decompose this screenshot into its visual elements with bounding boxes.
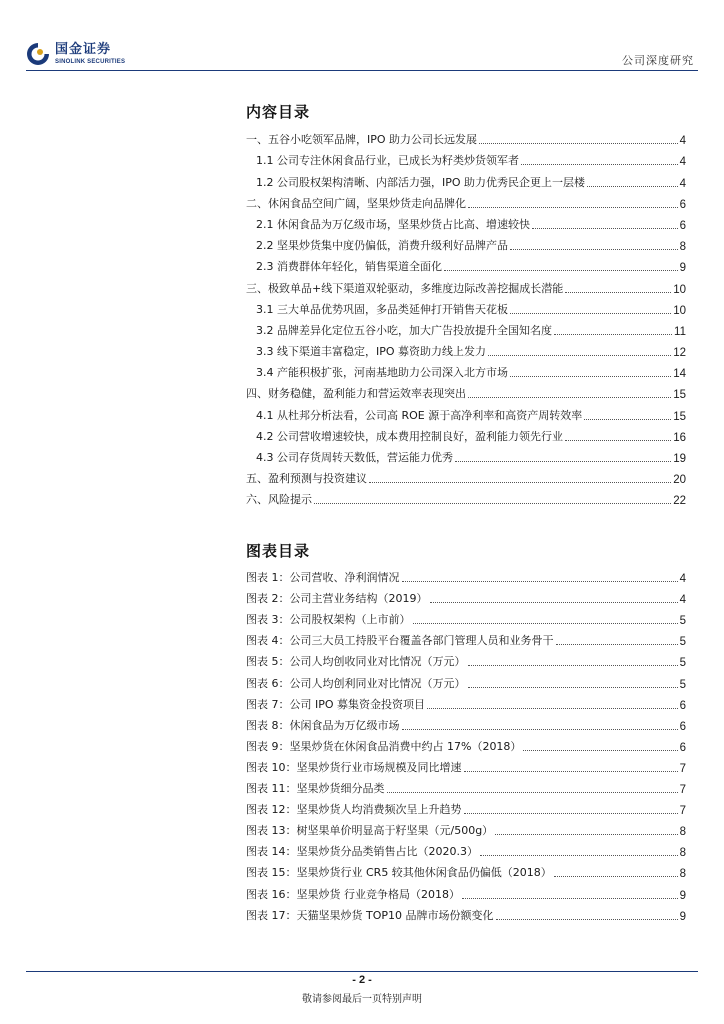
dot-leader (402, 729, 678, 730)
figure-entry[interactable] (246, 712, 686, 733)
figures-title: 图表目录 (246, 542, 311, 560)
dot-leader (532, 228, 678, 229)
toc-entry-text: 4.2 公司营收增速较快，成本费用控制良好，盈利能力领先行业 (256, 429, 563, 443)
figure-entry[interactable] (246, 564, 686, 585)
dot-leader (455, 461, 671, 462)
toc-entry-page: 6 (679, 198, 686, 211)
dot-leader (387, 792, 678, 793)
dot-leader (427, 708, 678, 709)
toc-entry-page: 20 (673, 474, 686, 487)
toc-entry-text: 4.1 从杜邦分析法看，公司高 ROE 源于高净利率和高资产周转效率 (256, 408, 583, 422)
toc-entry-page: 4 (679, 135, 686, 148)
toc-entry-page: 22 (673, 495, 686, 508)
toc-entry[interactable] (246, 359, 686, 380)
toc-entry[interactable] (246, 253, 686, 274)
figure-entry[interactable] (246, 648, 686, 669)
figure-entry[interactable] (246, 859, 686, 880)
toc-entry-text: 4.3 公司存货周转天数低，营运能力优秀 (256, 451, 453, 464)
toc-entry[interactable] (246, 486, 686, 507)
dot-leader (413, 623, 678, 624)
page-header (0, 0, 724, 70)
dot-leader (521, 164, 678, 165)
figure-entry-text: 图表 5：公司人均创收同业对比情况（万元） (246, 655, 466, 669)
toc-entry-text: 2.3 消费群体年轻化，销售渠道全面化 (256, 260, 442, 274)
footer-divider (26, 971, 698, 972)
dot-leader (464, 771, 678, 772)
figure-entry[interactable] (246, 691, 686, 712)
dot-leader (495, 834, 677, 835)
toc-entry-page: 4 (679, 177, 686, 190)
dot-leader (554, 876, 678, 877)
logo-chinese-name: 国金证券 (55, 42, 112, 57)
header-divider (26, 70, 698, 71)
sinolink-logo-icon (26, 42, 50, 66)
figure-entry-text: 图表 1：公司营收、净利润情况 (246, 571, 400, 585)
dot-leader (523, 750, 677, 751)
figure-entry-page: 9 (679, 910, 686, 923)
figure-entry-text: 图表 11：坚果炒货细分品类 (246, 782, 385, 796)
toc-entry-text: 3.2 品牌差异化定位五谷小吃，加大广告投放提升全国知名度 (256, 323, 552, 337)
toc-entry-text: 六、风险提示 (246, 493, 312, 507)
dot-leader (565, 440, 671, 441)
toc-entry-page: 6 (679, 219, 686, 232)
contents-title: 内容目录 (246, 103, 311, 121)
figure-entry-page: 6 (679, 741, 686, 754)
toc-entry-page: 8 (679, 241, 686, 254)
toc-entry-text: 三、极致单品+线下渠道双轮驱动，多维度边际改善挖掘成长潜能 (246, 281, 564, 295)
dot-leader (479, 143, 678, 144)
toc-entry[interactable] (246, 465, 686, 486)
figure-entry[interactable] (246, 817, 686, 838)
figure-entry[interactable] (246, 838, 686, 859)
toc-entry[interactable] (246, 401, 686, 422)
dot-leader (480, 855, 678, 856)
figure-entry-page: 8 (679, 826, 686, 839)
toc-entry[interactable] (246, 296, 686, 317)
toc-entry-text: 2.2 坚果炒货集中度仍偏低，消费升级利好品牌产品 (256, 239, 508, 253)
contents-list (246, 126, 686, 507)
figure-entry[interactable] (246, 669, 686, 690)
toc-entry-page: 11 (674, 325, 686, 338)
toc-entry[interactable] (246, 147, 686, 168)
dot-leader (510, 313, 671, 314)
figure-entry-text: 图表 14：坚果炒货分品类销售占比（2020.3） (246, 845, 478, 859)
dot-leader (565, 292, 671, 293)
toc-entry-text: 一、五谷小吃领军品牌，IPO 助力公司长远发展 (246, 133, 478, 147)
toc-entry[interactable] (246, 423, 686, 444)
dot-leader (462, 898, 678, 899)
figure-entry[interactable] (246, 754, 686, 775)
figure-entry-text: 图表 2：公司主营业务结构（2019） (246, 592, 428, 606)
figure-entry-page: 7 (679, 784, 686, 797)
toc-entry-page: 14 (673, 368, 686, 381)
toc-entry-text: 3.1 三大单品优势巩固，多品类延伸打开销售天花板 (256, 302, 508, 316)
toc-entry-page: 15 (673, 410, 686, 423)
toc-entry-page: 15 (673, 389, 686, 402)
toc-entry-page: 12 (673, 347, 686, 360)
toc-entry-text: 二、休闲食品空间广阔，坚果炒货走向品牌化 (246, 196, 466, 210)
figure-entry-text: 图表 3：公司股权架构（上市前） (246, 613, 411, 627)
dot-leader (556, 644, 678, 645)
figure-entry-page: 4 (679, 594, 686, 607)
figure-entry-text: 图表 13：树坚果单价明显高于籽坚果（元/500g） (246, 824, 494, 838)
logo-english-name: SINOLINK SECURITIES (55, 59, 126, 65)
figure-entry-text: 图表 17：天猫坚果炒货 TOP10 品牌市场份额变化 (246, 908, 494, 922)
toc-entry[interactable] (246, 317, 686, 338)
dot-leader (496, 919, 678, 920)
figure-entry[interactable] (246, 606, 686, 627)
figure-entry-page: 5 (679, 657, 686, 670)
figure-entry[interactable] (246, 585, 686, 606)
toc-entry-page: 9 (679, 262, 686, 275)
figure-entry-page: 5 (679, 636, 686, 649)
figure-entry-text: 图表 8：休闲食品为万亿级市场 (246, 718, 400, 732)
dot-leader (584, 419, 671, 420)
figure-entry-page: 5 (679, 615, 686, 628)
toc-entry-text: 3.3 线下渠道丰富稳定，IPO 募资助力线上发力 (256, 345, 487, 359)
toc-entry-text: 1.2 公司股权架构清晰、内部活力强，IPO 助力优秀民企更上一层楼 (256, 175, 586, 189)
page-number: - 2 - (352, 974, 372, 986)
dot-leader (468, 397, 671, 398)
figure-entry-page: 6 (679, 699, 686, 712)
dot-leader (430, 602, 678, 603)
figure-entry-page: 9 (679, 889, 686, 902)
toc-entry[interactable] (246, 232, 686, 253)
dot-leader (369, 482, 671, 483)
dot-leader (488, 355, 671, 356)
figure-entry-text: 图表 10：坚果炒货行业市场规模及同比增速 (246, 760, 462, 774)
toc-entry-text: 五、盈利预测与投资建议 (246, 472, 367, 486)
figure-entry-page: 6 (679, 720, 686, 733)
toc-entry-text: 3.4 产能积极扩张，河南基地助力公司深入北方市场 (256, 366, 508, 380)
figure-entry-text: 图表 7：公司 IPO 募集资金投资项目 (246, 697, 426, 711)
figure-entry[interactable] (246, 733, 686, 754)
dot-leader (314, 503, 671, 504)
toc-entry-text: 2.1 休闲食品为万亿级市场，坚果炒货占比高、增速较快 (256, 217, 530, 231)
toc-entry[interactable] (246, 274, 686, 295)
toc-entry[interactable] (246, 126, 686, 147)
disclaimer-note: 敬请参阅最后一页特别声明 (302, 994, 422, 1005)
dot-leader (468, 207, 678, 208)
dot-leader (444, 270, 678, 271)
dot-leader (554, 334, 672, 335)
toc-entry-page: 10 (673, 283, 686, 296)
toc-entry[interactable] (246, 168, 686, 189)
toc-entry-text: 1.1 公司专注休闲食品行业，已成长为籽类炒货领军者 (256, 154, 519, 168)
dot-leader (468, 665, 678, 666)
dot-leader (510, 249, 678, 250)
figure-entry-page: 8 (679, 868, 686, 881)
dot-leader (510, 376, 671, 377)
dot-leader (468, 687, 678, 688)
dot-leader (464, 813, 678, 814)
toc-entry[interactable] (246, 338, 686, 359)
figure-entry-text: 图表 9：坚果炒货在休闲食品消费中约占 17%（2018） (246, 739, 522, 753)
dot-leader (402, 581, 678, 582)
figure-entry[interactable] (246, 775, 686, 796)
figure-entry-page: 8 (679, 847, 686, 860)
figure-entry[interactable] (246, 627, 686, 648)
figure-entry[interactable] (246, 880, 686, 901)
figure-entry-text: 图表 12：坚果炒货人均消费频次呈上升趋势 (246, 803, 462, 817)
toc-entry-text: 四、财务稳健，盈利能力和营运效率表现突出 (246, 387, 466, 401)
toc-entry[interactable] (246, 444, 686, 465)
figure-entry-text: 图表 16：坚果炒货 行业竞争格局（2018） (246, 887, 460, 901)
figure-entry[interactable] (246, 902, 686, 923)
figure-entry-text: 图表 6：公司人均创利同业对比情况（万元） (246, 676, 466, 690)
figure-entry-page: 4 (679, 573, 686, 586)
figure-entry-page: 5 (679, 678, 686, 691)
toc-entry-page: 4 (679, 156, 686, 169)
toc-entry-page: 16 (673, 431, 686, 444)
figures-list (246, 564, 686, 923)
toc-entry-page: 10 (673, 304, 686, 317)
company-logo (26, 39, 125, 69)
toc-entry[interactable] (246, 211, 686, 232)
figure-entry-text: 图表 4：公司三大员工持股平台覆盖各部门管理人员和业务骨干 (246, 634, 554, 648)
figure-entry-page: 7 (679, 762, 686, 775)
toc-entry-page: 19 (673, 453, 686, 465)
figure-entry[interactable] (246, 796, 686, 817)
dot-leader (587, 186, 678, 187)
figure-entry-text: 图表 15：坚果炒货行业 CR5 较其他休闲食品仍偏低（2018） (246, 866, 552, 880)
report-type-label: 公司深度研究 (622, 54, 694, 67)
figure-entry-page: 7 (679, 805, 686, 818)
toc-entry[interactable] (246, 380, 686, 401)
toc-entry[interactable] (246, 190, 686, 211)
